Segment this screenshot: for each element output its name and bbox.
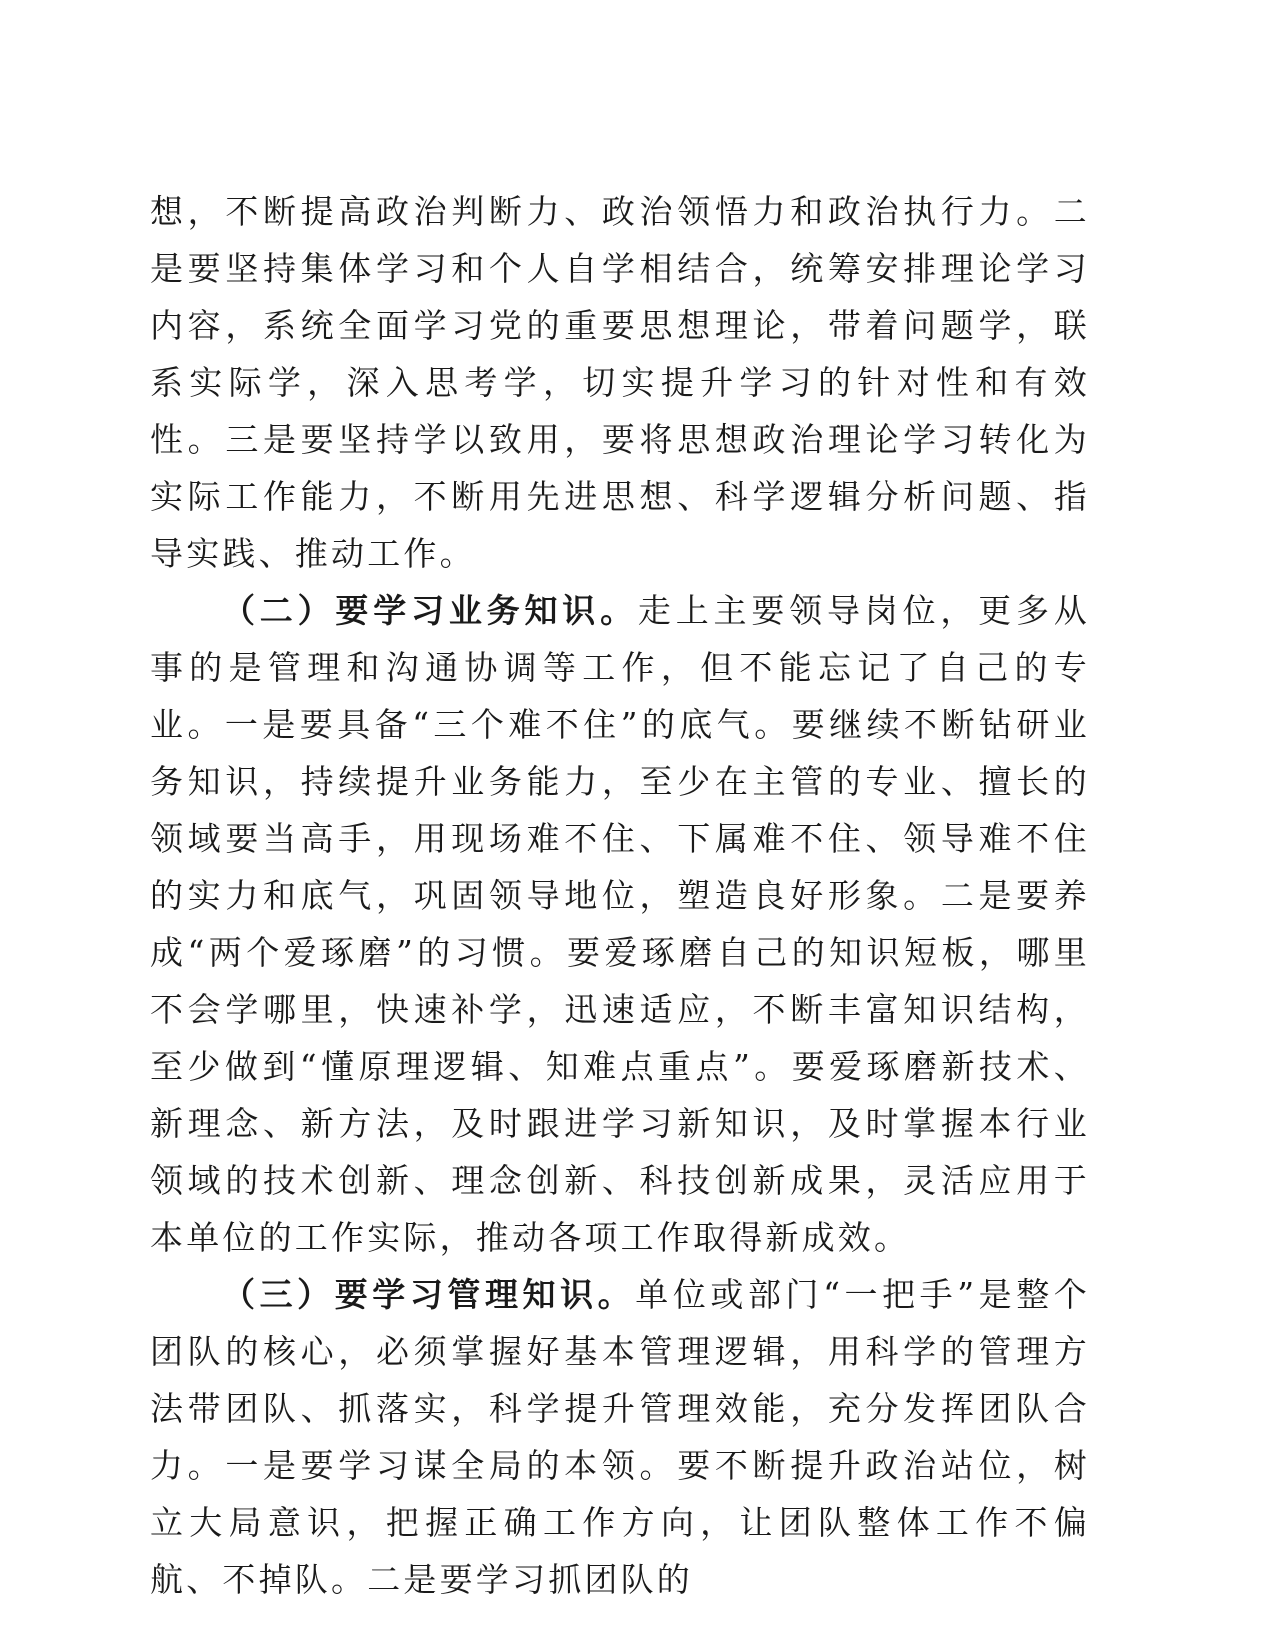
section-heading: （二）要学习业务知识。 (222, 591, 638, 630)
paragraph-text: 走上主要领导岗位，更多从事的是管理和沟通协调等工作，但不能忘记了自己的专业。一是要具备“三个难不住”的底气。要继续不断钻研业务知识，持续提升业务能力，至少在主管的专业、擅长的领域要当高手，用现场难不住、下属难不住、领导难不住的实力和底气，巩固领导地位，塑造良好形象。二是要养成“两个爱琢磨”的习惯。要爱琢磨自己的知识短板，哪里不会学哪里，快速补学，迅速适应，不断丰富知识结构，至少做到“懂原理逻辑、知难点重点”。要爱琢磨新技术、新理念、新方法，及时跟进学习新知识，及时掌握本行业领域的技术创新、理念创新、科技创新成果，灵活应用于本单位的工作实际，推动各项工作取得新成效。 (150, 591, 1091, 1257)
section-heading: （三）要学习管理知识。 (222, 1275, 636, 1314)
paragraph-text: 单位或部门“一把手”是整个团队的核心，必须掌握好基本管理逻辑，用科学的管理方法带团队、抓落实，科学提升管理效能，充分发挥团队合力。一是要学习谋全局的本领。要不断提升政治站位，树立大局意识，把握正确工作方向，让团队整体工作不偏航、不掉队。二是要学习抓团队的 (150, 1275, 1091, 1599)
paragraph-continuation (150, 183, 1090, 582)
document-body (150, 183, 1090, 1608)
paragraph-management-knowledge (150, 1266, 1090, 1608)
paragraph-business-knowledge (150, 582, 1090, 1266)
paragraph-text: 想，不断提高政治判断力、政治领悟力和政治执行力。二是要坚持集体学习和个人自学相结合，统筹安排理论学习内容，系统全面学习党的重要思想理论，带着问题学，联系实际学，深入思考学，切实提升学习的针对性和有效性。三是要坚持学以致用，要将思想政治理论学习转化为实际工作能力，不断用先进思想、科学逻辑分析问题、指导实践、推动工作。 (150, 192, 1090, 573)
